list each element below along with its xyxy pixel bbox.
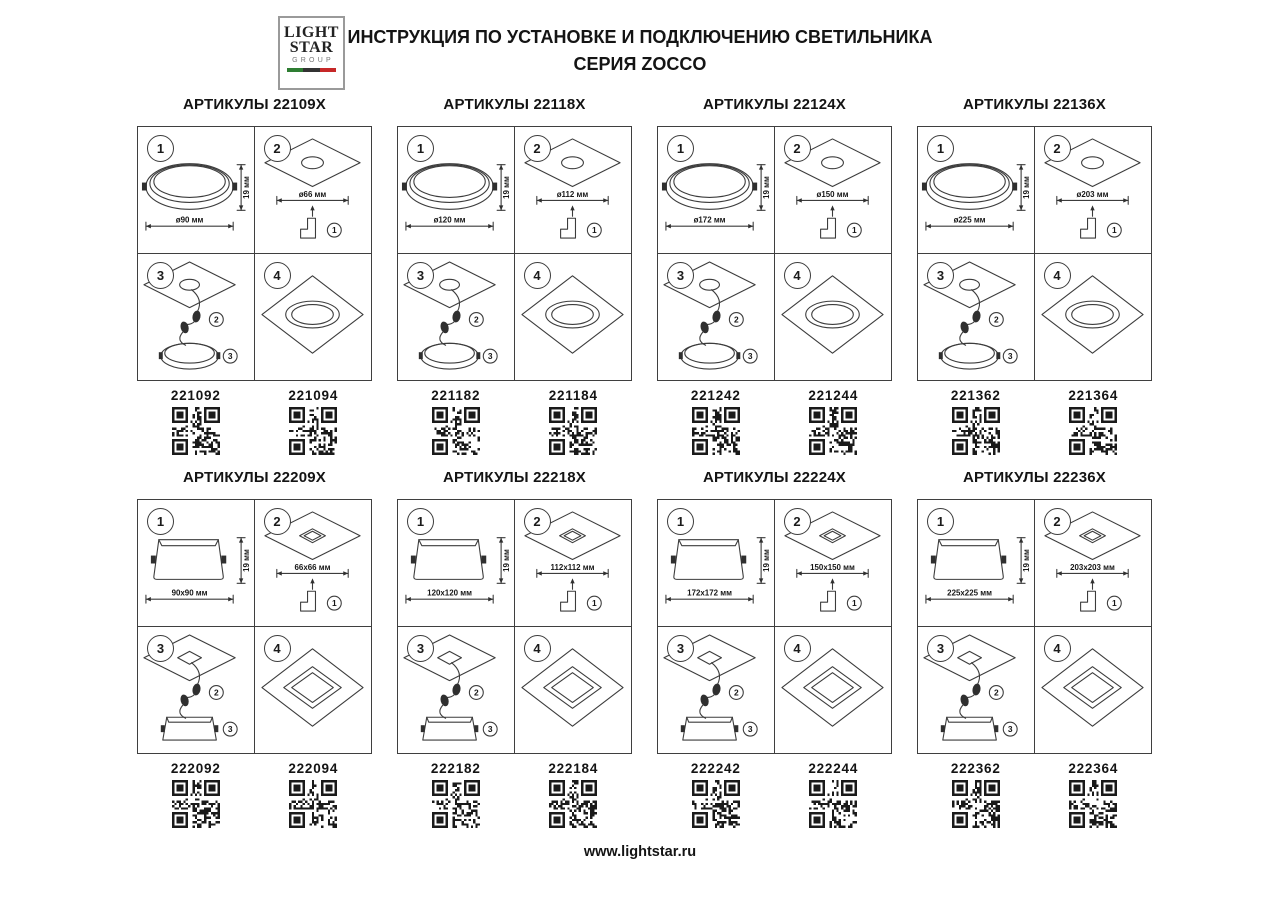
step-cell-3 <box>658 627 775 754</box>
product-code: 222182 <box>430 761 481 776</box>
annotation-ref <box>989 312 1003 326</box>
product-code-block <box>1035 761 1153 828</box>
step-number: 2 <box>273 141 281 156</box>
step-number: 4 <box>533 267 541 283</box>
panel-title: АРТИКУЛЫ 22209X <box>183 469 326 486</box>
dimension-label: 19 мм <box>1022 176 1032 199</box>
qr-code-icon <box>809 780 857 828</box>
step-number: 4 <box>273 640 281 656</box>
step-number-badge <box>667 135 694 162</box>
panels-grid <box>137 96 1153 828</box>
step-number: 3 <box>156 640 165 656</box>
step-cell-1 <box>918 127 1035 254</box>
dimension-label: 19 мм <box>502 549 512 572</box>
dimension-label: ø172 мм <box>693 215 726 225</box>
logo-text-star: STAR <box>289 39 334 56</box>
logo-text-group: GROUP <box>292 57 334 64</box>
annotation-number: 3 <box>227 723 233 734</box>
dimension-horizontal <box>276 190 347 204</box>
annotation-ref <box>847 223 861 237</box>
product-code-block <box>137 388 255 455</box>
annotation-ref <box>1107 596 1121 610</box>
annotation-number: 2 <box>993 686 999 697</box>
product-code-block <box>657 388 775 455</box>
step-number: 2 <box>533 141 541 156</box>
product-codes-row <box>917 388 1152 455</box>
instruction-steps-grid <box>917 126 1152 381</box>
annotation-ref <box>223 349 237 363</box>
product-code: 222092 <box>170 761 221 776</box>
dimension-horizontal <box>1056 563 1127 577</box>
dimension-horizontal <box>536 563 607 577</box>
instruction-steps-grid <box>657 126 892 381</box>
annotation-number: 2 <box>473 686 479 697</box>
product-code: 221092 <box>170 388 221 403</box>
step-number: 1 <box>156 514 165 529</box>
step-number-badge <box>264 635 291 662</box>
logo-text-light: LIGHT <box>284 24 339 41</box>
annotation-ref <box>587 596 601 610</box>
annotation-number: 1 <box>851 598 857 609</box>
product-code: 222362 <box>950 761 1001 776</box>
dimension-horizontal <box>536 190 607 204</box>
annotation-ref <box>223 722 237 736</box>
step-cell-4 <box>255 254 372 381</box>
step-number: 3 <box>936 267 945 283</box>
step-cell-4 <box>515 254 632 381</box>
qr-code-icon <box>692 780 740 828</box>
panel-title: АРТИКУЛЫ 22236X <box>963 469 1106 486</box>
step-cell-1 <box>398 500 515 627</box>
step-number: 1 <box>416 141 425 156</box>
dimension-label: 225x225 мм <box>947 588 992 598</box>
dimension-label: 120x120 мм <box>427 588 472 598</box>
dimension-horizontal <box>926 589 1013 603</box>
step-cell-3 <box>138 627 255 754</box>
annotation-ref <box>743 722 757 736</box>
sheet-footer <box>0 844 1280 860</box>
panel-title: АРТИКУЛЫ 22109X <box>183 96 326 113</box>
product-code: 222244 <box>808 761 859 776</box>
annotation-number: 3 <box>487 350 493 361</box>
step-number-badge <box>927 135 954 162</box>
product-code-block <box>397 388 515 455</box>
annotation-ref <box>327 223 341 237</box>
instruction-steps-grid <box>917 499 1152 754</box>
dimension-vertical <box>1017 165 1031 211</box>
step-number-badge <box>264 262 291 289</box>
step-number-badge <box>667 508 694 535</box>
dimension-vertical <box>757 538 771 584</box>
dimension-horizontal <box>276 563 347 577</box>
step-number-badge <box>264 135 291 162</box>
step-number: 1 <box>676 514 685 529</box>
step-cell-3 <box>918 254 1035 381</box>
dimension-horizontal <box>666 216 753 230</box>
annotation-number: 2 <box>473 313 479 324</box>
flag-dark-segment <box>303 68 319 72</box>
step-cell-3 <box>398 254 515 381</box>
article-panel <box>657 469 892 828</box>
article-panel <box>397 469 632 828</box>
product-code: 221364 <box>1068 388 1119 403</box>
step-cell-3 <box>398 627 515 754</box>
annotation-number: 2 <box>213 313 219 324</box>
dimension-horizontal <box>406 589 493 603</box>
panel-title: АРТИКУЛЫ 22136X <box>963 96 1106 113</box>
annotation-ref <box>469 685 483 699</box>
product-codes-row <box>657 761 892 828</box>
step-number-badge <box>784 135 811 162</box>
annotation-ref <box>989 685 1003 699</box>
dimension-horizontal <box>666 589 753 603</box>
step-number-badge <box>407 135 434 162</box>
annotation-number: 1 <box>591 225 597 236</box>
dimension-vertical <box>237 165 251 211</box>
dimension-horizontal <box>796 190 867 204</box>
step-number-badge <box>524 508 551 535</box>
qr-code-icon <box>1069 780 1117 828</box>
article-panel <box>917 469 1152 828</box>
annotation-ref <box>1003 722 1017 736</box>
panel-title: АРТИКУЛЫ 22224X <box>703 469 846 486</box>
product-code: 221184 <box>548 388 598 403</box>
dimension-label: 19 мм <box>1022 549 1032 572</box>
title-block <box>0 0 1280 78</box>
step-cell-1 <box>398 127 515 254</box>
dimension-horizontal <box>796 563 867 577</box>
flag-green-segment <box>287 68 303 72</box>
instruction-steps-grid <box>137 126 372 381</box>
product-code-block <box>657 761 775 828</box>
annotation-number: 3 <box>227 350 233 361</box>
step-number-badge <box>1044 635 1071 662</box>
article-panel <box>397 96 632 455</box>
step-number: 3 <box>416 640 425 656</box>
product-code: 221182 <box>431 388 481 403</box>
step-number: 3 <box>416 267 425 283</box>
product-code-block <box>255 761 373 828</box>
dimension-horizontal <box>1056 190 1127 204</box>
step-number-badge <box>524 262 551 289</box>
step-number-badge <box>147 135 174 162</box>
step-number: 4 <box>793 267 801 283</box>
instruction-steps-grid <box>397 499 632 754</box>
dimension-label: 150x150 мм <box>809 562 855 572</box>
annotation-ref <box>483 349 497 363</box>
step-number: 1 <box>156 141 165 156</box>
dimension-label: 19 мм <box>502 176 512 199</box>
step-cell-1 <box>658 127 775 254</box>
step-cell-3 <box>918 627 1035 754</box>
dimension-vertical <box>237 538 251 584</box>
product-code: 222242 <box>690 761 741 776</box>
step-number: 1 <box>676 141 685 156</box>
dimension-vertical <box>757 165 771 211</box>
step-cell-4 <box>1035 254 1152 381</box>
dimension-label: 172x172 мм <box>687 588 732 598</box>
annotation-number: 1 <box>591 598 597 609</box>
step-number-badge <box>407 262 434 289</box>
dimension-label: ø150 мм <box>816 189 848 199</box>
product-code-block <box>775 388 893 455</box>
dimension-label: ø66 мм <box>298 189 326 199</box>
step-cell-2 <box>515 127 632 254</box>
product-code-block <box>775 761 893 828</box>
step-number-badge <box>927 262 954 289</box>
dimension-horizontal <box>146 216 233 230</box>
annotation-ref <box>1003 349 1017 363</box>
annotation-number: 2 <box>733 313 739 324</box>
annotation-number: 1 <box>851 225 857 236</box>
dimension-label: 19 мм <box>762 549 772 572</box>
annotation-ref <box>743 349 757 363</box>
dimension-label: 19 мм <box>242 176 252 199</box>
annotation-number: 1 <box>331 225 337 236</box>
step-number-badge <box>927 508 954 535</box>
product-codes-row <box>137 761 372 828</box>
step-number-badge <box>147 262 174 289</box>
step-cell-1 <box>918 500 1035 627</box>
qr-code-icon <box>432 780 480 828</box>
annotation-ref <box>327 596 341 610</box>
dimension-label: 19 мм <box>762 176 772 199</box>
step-cell-2 <box>255 500 372 627</box>
step-number: 4 <box>1053 640 1061 656</box>
product-code-block <box>137 761 255 828</box>
dimension-horizontal <box>146 589 233 603</box>
qr-code-icon <box>549 407 597 455</box>
dimension-vertical <box>1017 538 1031 584</box>
product-code: 221244 <box>808 388 859 403</box>
annotation-number: 1 <box>1111 225 1117 236</box>
website-url: www.lightstar.ru <box>583 844 697 860</box>
qr-code-icon <box>952 780 1000 828</box>
qr-code-icon <box>172 407 220 455</box>
qr-code-icon <box>952 407 1000 455</box>
product-code: 222364 <box>1068 761 1119 776</box>
product-code-block <box>917 388 1035 455</box>
step-number-badge <box>784 635 811 662</box>
dimension-label: 19 мм <box>242 549 252 572</box>
annotation-ref <box>587 223 601 237</box>
product-code: 221242 <box>690 388 741 403</box>
qr-code-icon <box>172 780 220 828</box>
step-number: 1 <box>936 141 945 156</box>
annotation-number: 3 <box>747 350 753 361</box>
step-number: 3 <box>156 267 165 283</box>
dimension-vertical <box>497 165 511 211</box>
annotation-number: 2 <box>993 313 999 324</box>
sheet-header <box>0 0 1280 94</box>
step-number: 2 <box>1053 141 1061 156</box>
annotation-ref <box>729 685 743 699</box>
step-number: 3 <box>676 267 685 283</box>
qr-code-icon <box>809 407 857 455</box>
annotation-number: 3 <box>487 723 493 734</box>
step-cell-2 <box>1035 500 1152 627</box>
step-number: 4 <box>273 267 281 283</box>
product-code: 222184 <box>548 761 599 776</box>
step-number-badge <box>264 508 291 535</box>
dimension-horizontal <box>926 216 1013 230</box>
step-number: 2 <box>1053 514 1061 529</box>
step-cell-4 <box>1035 627 1152 754</box>
qr-code-icon <box>549 780 597 828</box>
panel-title: АРТИКУЛЫ 22218X <box>443 469 586 486</box>
dimension-label: 112x112 мм <box>550 562 594 572</box>
step-number-badge <box>407 635 434 662</box>
step-cell-3 <box>658 254 775 381</box>
step-number-badge <box>784 262 811 289</box>
annotation-ref <box>483 722 497 736</box>
annotation-ref <box>209 312 223 326</box>
product-codes-row <box>917 761 1152 828</box>
step-number: 1 <box>936 514 945 529</box>
step-number: 3 <box>936 640 945 656</box>
annotation-ref <box>209 685 223 699</box>
step-cell-4 <box>775 254 892 381</box>
dimension-label: ø203 мм <box>1076 189 1108 199</box>
annotation-number: 3 <box>1007 350 1013 361</box>
flag-red-segment <box>320 68 336 72</box>
step-cell-1 <box>138 127 255 254</box>
step-number-badge <box>147 635 174 662</box>
product-codes-row <box>397 761 632 828</box>
instruction-steps-grid <box>657 499 892 754</box>
product-code-block <box>1035 388 1153 455</box>
product-code-block <box>917 761 1035 828</box>
dimension-label: ø120 мм <box>433 215 466 225</box>
dimension-label: 90x90 мм <box>171 588 208 598</box>
annotation-ref <box>469 312 483 326</box>
qr-code-icon <box>692 407 740 455</box>
step-cell-2 <box>255 127 372 254</box>
step-cell-2 <box>775 127 892 254</box>
dimension-label: ø90 мм <box>175 215 204 225</box>
step-number-badge <box>1044 262 1071 289</box>
qr-code-icon <box>1069 407 1117 455</box>
step-number: 2 <box>793 141 801 156</box>
dimension-horizontal <box>406 216 493 230</box>
product-codes-row <box>657 388 892 455</box>
dimension-label: 203x203 мм <box>1069 562 1115 572</box>
step-number-badge <box>667 635 694 662</box>
dimension-label: ø112 мм <box>556 189 588 199</box>
product-code-block <box>515 761 633 828</box>
step-number: 2 <box>533 514 541 529</box>
step-number-badge <box>524 135 551 162</box>
step-number: 4 <box>533 640 541 656</box>
step-number-badge <box>524 635 551 662</box>
step-cell-4 <box>515 627 632 754</box>
article-panel <box>137 469 372 828</box>
step-cell-2 <box>775 500 892 627</box>
annotation-ref <box>847 596 861 610</box>
annotation-number: 1 <box>331 598 337 609</box>
series-subtitle: СЕРИЯ ZOCCO <box>573 54 707 74</box>
annotation-number: 3 <box>1007 723 1013 734</box>
dimension-label: ø225 мм <box>953 215 986 225</box>
annotation-ref <box>729 312 743 326</box>
annotation-number: 1 <box>1111 598 1117 609</box>
annotation-number: 2 <box>213 686 219 697</box>
article-panel <box>917 96 1152 455</box>
annotation-number: 2 <box>733 686 739 697</box>
panel-title: АРТИКУЛЫ 22124X <box>703 96 846 113</box>
product-code: 222094 <box>288 761 339 776</box>
step-number-badge <box>784 508 811 535</box>
step-cell-2 <box>1035 127 1152 254</box>
step-cell-2 <box>515 500 632 627</box>
sheet-title: ИНСТРУКЦИЯ ПО УСТАНОВКЕ И ПОДКЛЮЧЕНИЮ СВЕТИЛЬНИКА <box>347 27 933 47</box>
product-code-block <box>397 761 515 828</box>
article-panel <box>137 96 372 455</box>
step-number-badge <box>1044 508 1071 535</box>
step-number: 3 <box>676 640 685 656</box>
step-cell-4 <box>775 627 892 754</box>
article-panel <box>657 96 892 455</box>
qr-code-icon <box>289 780 337 828</box>
step-number-badge <box>927 635 954 662</box>
product-codes-row <box>397 388 632 455</box>
step-cell-3 <box>138 254 255 381</box>
product-code: 221094 <box>288 388 339 403</box>
step-number: 1 <box>416 514 425 529</box>
instruction-steps-grid <box>397 126 632 381</box>
step-cell-1 <box>138 500 255 627</box>
annotation-number: 3 <box>747 723 753 734</box>
logo-flag-stripe <box>287 68 336 72</box>
annotation-ref <box>1107 223 1121 237</box>
step-number-badge <box>147 508 174 535</box>
step-cell-1 <box>658 500 775 627</box>
step-number-badge <box>407 508 434 535</box>
step-number: 2 <box>273 514 281 529</box>
step-number: 4 <box>1053 267 1061 283</box>
product-code-block <box>515 388 633 455</box>
dimension-vertical <box>497 538 511 584</box>
qr-code-icon <box>289 407 337 455</box>
instruction-steps-grid <box>137 499 372 754</box>
qr-code-icon <box>432 407 480 455</box>
step-cell-4 <box>255 627 372 754</box>
product-code: 221362 <box>950 388 1001 403</box>
panel-title: АРТИКУЛЫ 22118X <box>443 96 586 113</box>
step-number: 2 <box>793 514 801 529</box>
product-codes-row <box>137 388 372 455</box>
step-number-badge <box>667 262 694 289</box>
product-code-block <box>255 388 373 455</box>
lightstar-logo <box>278 16 345 90</box>
dimension-label: 66x66 мм <box>294 562 330 572</box>
step-number: 4 <box>793 640 801 656</box>
step-number-badge <box>1044 135 1071 162</box>
